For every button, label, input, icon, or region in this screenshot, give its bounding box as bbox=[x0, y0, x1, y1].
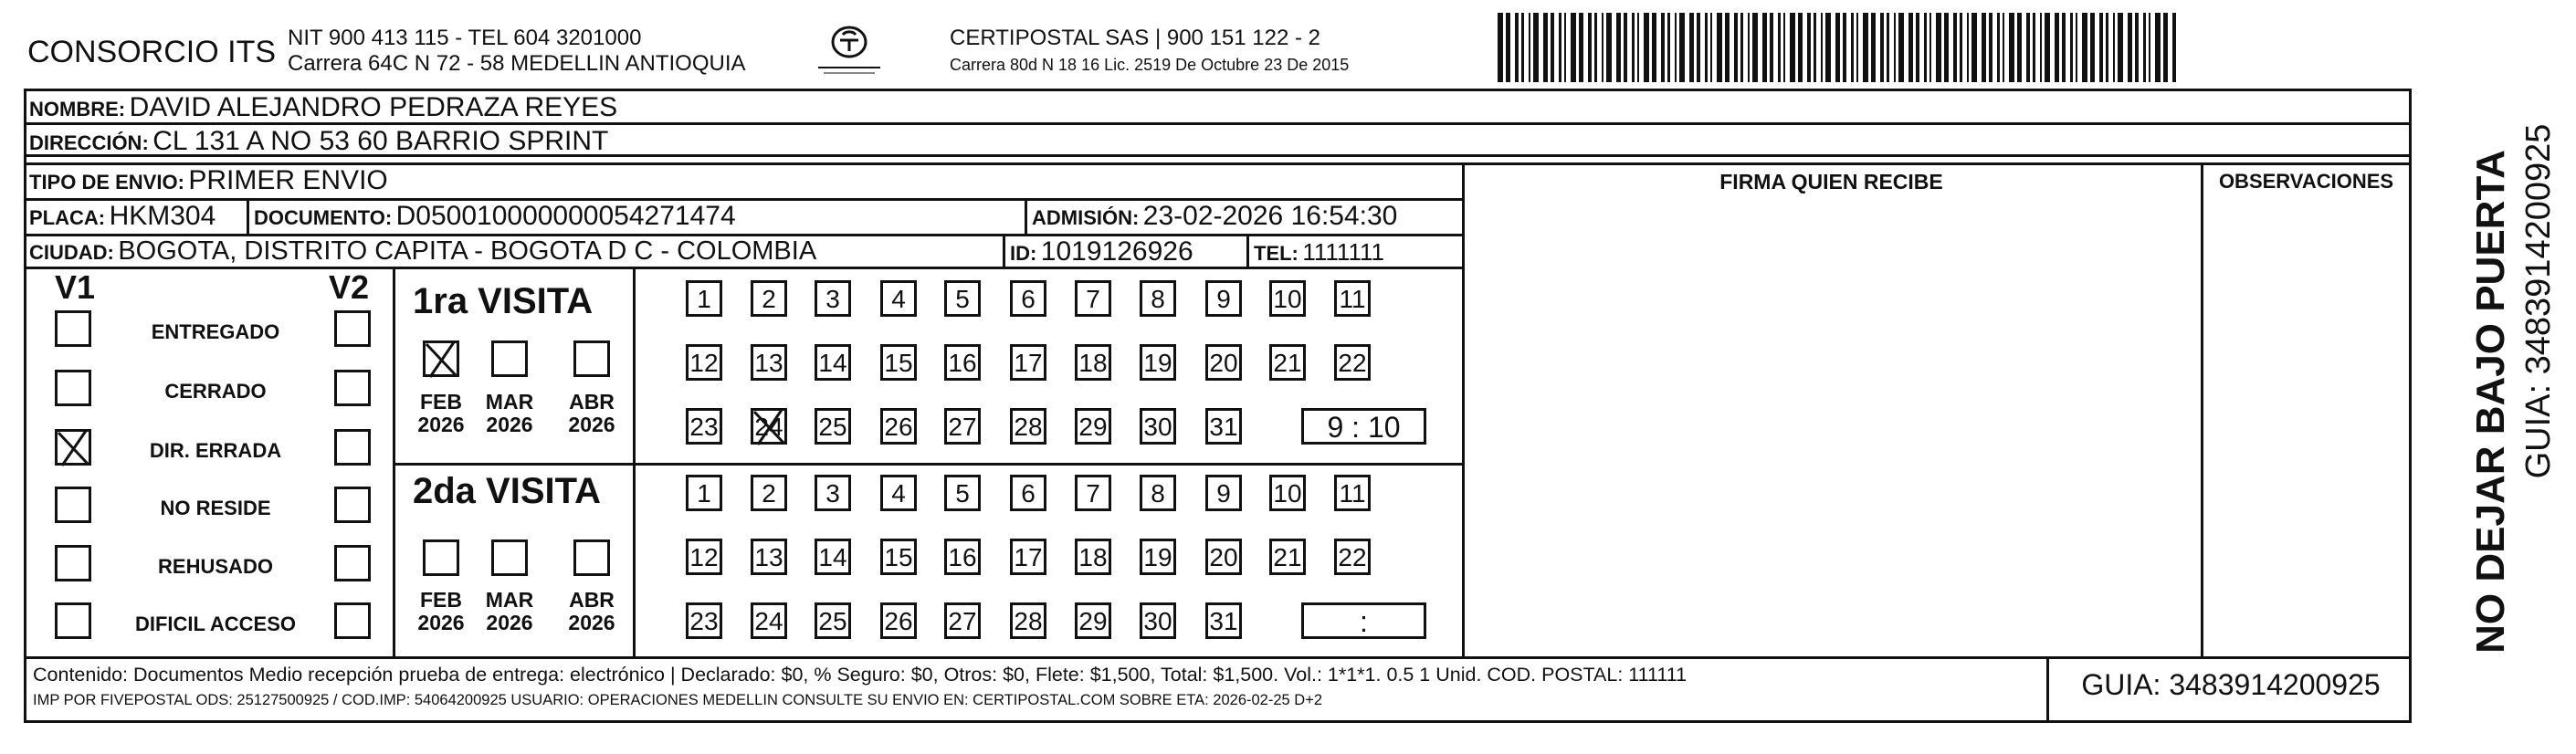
checkbox-v1-2[interactable] bbox=[55, 429, 91, 466]
checkbox-v1-3[interactable] bbox=[55, 487, 91, 523]
tel-value: 1111111 bbox=[1302, 238, 1384, 266]
day-box-0-15[interactable]: 15 bbox=[880, 344, 917, 381]
status-label-2: DIR. ERRADA bbox=[149, 439, 282, 462]
day-box-1-19[interactable]: 19 bbox=[1140, 539, 1176, 575]
v2-header: V2 bbox=[329, 268, 370, 306]
month-box-0-2[interactable] bbox=[573, 340, 610, 377]
day-box-1-25[interactable]: 25 bbox=[815, 602, 851, 639]
day-box-0-6[interactable]: 6 bbox=[1010, 280, 1046, 317]
day-box-1-31[interactable]: 31 bbox=[1205, 602, 1242, 639]
day-box-0-11[interactable]: 11 bbox=[1334, 280, 1371, 317]
day-box-0-5[interactable]: 5 bbox=[944, 280, 981, 317]
sender-address: Carrera 64C N 72 - 58 MEDELLIN ANTIOQUIA bbox=[288, 51, 746, 76]
day-box-1-1[interactable]: 1 bbox=[686, 475, 722, 511]
day-box-0-13[interactable]: 13 bbox=[751, 344, 787, 381]
day-box-0-23[interactable]: 23 bbox=[686, 408, 722, 445]
checkbox-v2-2[interactable] bbox=[334, 429, 371, 466]
footer-guia: GUIA: 3483914200925 bbox=[2081, 668, 2381, 701]
day-box-0-9[interactable]: 9 bbox=[1205, 280, 1242, 317]
documento-label: DOCUMENTO: bbox=[254, 206, 393, 229]
day-box-0-17[interactable]: 17 bbox=[1010, 344, 1046, 381]
month-label-1-0: FEB 2026 bbox=[417, 588, 465, 635]
ciudad-label: CIUDAD: bbox=[29, 241, 114, 264]
tipo-envio-label: TIPO DE ENVIO: bbox=[29, 171, 184, 194]
day-box-1-13[interactable]: 13 bbox=[751, 539, 787, 575]
side-warning: NO DEJAR BAJO PUERTA bbox=[2468, 150, 2513, 654]
day-box-0-16[interactable]: 16 bbox=[944, 344, 981, 381]
visit-title-1: 2da VISITA bbox=[413, 471, 601, 511]
day-box-1-5[interactable]: 5 bbox=[944, 475, 981, 511]
id-value: 1019126926 bbox=[1040, 236, 1193, 267]
tipo-envio-value: PRIMER ENVIO bbox=[188, 165, 388, 195]
day-box-1-4[interactable]: 4 bbox=[880, 475, 917, 511]
day-box-1-23[interactable]: 23 bbox=[686, 602, 722, 639]
day-box-0-24[interactable]: 24 bbox=[751, 408, 787, 445]
checkbox-v2-1[interactable] bbox=[334, 370, 371, 406]
carrier-address: Carrera 80d N 18 16 Lic. 2519 De Octubre 23 De 2015 bbox=[950, 56, 1350, 74]
month-label-1-1: MAR 2026 bbox=[485, 588, 534, 635]
day-box-0-8[interactable]: 8 bbox=[1140, 280, 1176, 317]
day-box-1-10[interactable]: 10 bbox=[1269, 475, 1306, 511]
checkbox-v1-0[interactable] bbox=[55, 310, 91, 347]
day-box-1-12[interactable]: 12 bbox=[686, 539, 722, 575]
month-box-1-1[interactable] bbox=[491, 539, 528, 576]
day-box-1-6[interactable]: 6 bbox=[1010, 475, 1046, 511]
day-box-0-30[interactable]: 30 bbox=[1140, 408, 1176, 445]
sender-company: CONSORCIO ITS bbox=[27, 35, 277, 69]
tel-label: TEL: bbox=[1254, 242, 1299, 265]
day-box-1-24[interactable]: 24 bbox=[751, 602, 787, 639]
day-box-0-27[interactable]: 27 bbox=[944, 408, 981, 445]
day-box-1-7[interactable]: 7 bbox=[1075, 475, 1111, 511]
time-box-0[interactable]: 9 : 10 bbox=[1301, 408, 1426, 445]
day-box-1-27[interactable]: 27 bbox=[944, 602, 981, 639]
day-box-1-28[interactable]: 28 bbox=[1010, 602, 1046, 639]
status-label-4: REHUSADO bbox=[158, 555, 273, 578]
day-box-0-1[interactable]: 1 bbox=[686, 280, 722, 317]
month-box-0-1[interactable] bbox=[491, 340, 528, 377]
day-box-1-14[interactable]: 14 bbox=[815, 539, 851, 575]
admision-label: ADMISIÓN: bbox=[1032, 206, 1140, 229]
month-label-0-1: MAR 2026 bbox=[485, 390, 534, 437]
nombre-label: NOMBRE: bbox=[29, 98, 126, 120]
day-box-1-26[interactable]: 26 bbox=[880, 602, 917, 639]
day-box-1-22[interactable]: 22 bbox=[1334, 539, 1371, 575]
day-box-1-18[interactable]: 18 bbox=[1075, 539, 1111, 575]
month-label-0-2: ABR 2026 bbox=[568, 390, 615, 437]
day-box-0-14[interactable]: 14 bbox=[815, 344, 851, 381]
visit-title-0: 1ra VISITA bbox=[413, 281, 594, 321]
day-box-0-18[interactable]: 18 bbox=[1075, 344, 1111, 381]
day-box-0-12[interactable]: 12 bbox=[686, 344, 722, 381]
checkbox-v2-0[interactable] bbox=[334, 310, 371, 347]
day-box-0-19[interactable]: 19 bbox=[1140, 344, 1176, 381]
checkbox-v1-4[interactable] bbox=[55, 545, 91, 581]
day-box-0-28[interactable]: 28 bbox=[1010, 408, 1046, 445]
day-box-1-30[interactable]: 30 bbox=[1140, 602, 1176, 639]
footer-imp: IMP POR FIVEPOSTAL ODS: 25127500925 / COD.IMP: 54064200925 USUARIO: OPERACIONES MEDELLIN CONSULTE SU ENVIO EN: CERTIPOSTAL.COM SOBRE ETA: 2026-02-25 D+2 bbox=[33, 692, 1323, 708]
day-box-1-17[interactable]: 17 bbox=[1010, 539, 1046, 575]
checkbox-v2-5[interactable] bbox=[334, 602, 371, 639]
id-label: ID: bbox=[1010, 242, 1037, 265]
day-box-1-15[interactable]: 15 bbox=[880, 539, 917, 575]
day-box-1-21[interactable]: 21 bbox=[1269, 539, 1306, 575]
day-box-1-11[interactable]: 11 bbox=[1334, 475, 1371, 511]
placa-label: PLACA: bbox=[29, 206, 106, 229]
status-label-0: ENTREGADO bbox=[151, 320, 280, 343]
direccion-value: CL 131 A NO 53 60 BARRIO SPRINT bbox=[152, 126, 609, 156]
direccion-label: DIRECCIÓN: bbox=[29, 131, 149, 154]
footer-contenido: Contenido: Documentos Medio recepción prueba de entrega: electrónico | Declarado: $0, % Seguro: $0, Otros: $0, Flete: $1,500, Total: $1,500. Vol.: 1*1*1. 0.5 1 Unid. COD. POSTAL: 111111 bbox=[33, 664, 1688, 686]
checkbox-v1-1[interactable] bbox=[55, 370, 91, 406]
carrier-name: CERTIPOSTAL SAS | 900 151 122 - 2 bbox=[950, 26, 1320, 50]
day-box-1-3[interactable]: 3 bbox=[815, 475, 851, 511]
day-box-0-31[interactable]: 31 bbox=[1205, 408, 1242, 445]
day-box-0-21[interactable]: 21 bbox=[1269, 344, 1306, 381]
ciudad-value: BOGOTA, DISTRITO CAPITA - BOGOTA D C - COLOMBIA bbox=[118, 236, 817, 266]
nombre-value: DAVID ALEJANDRO PEDRAZA REYES bbox=[129, 92, 618, 122]
firma-label: FIRMA QUIEN RECIBE bbox=[1719, 170, 1943, 194]
day-box-0-22[interactable]: 22 bbox=[1334, 344, 1371, 381]
status-label-5: DIFICIL ACCESO bbox=[134, 613, 296, 635]
day-box-0-25[interactable]: 25 bbox=[815, 408, 851, 445]
month-box-1-0[interactable] bbox=[423, 539, 459, 576]
status-label-1: CERRADO bbox=[164, 380, 267, 403]
day-box-1-16[interactable]: 16 bbox=[944, 539, 981, 575]
status-label-3: NO RESIDE bbox=[160, 497, 271, 519]
barcode bbox=[1498, 13, 2182, 82]
checkbox-v2-3[interactable] bbox=[334, 487, 371, 523]
day-box-1-2[interactable]: 2 bbox=[751, 475, 787, 511]
side-guia: GUIA: 3483914200925 bbox=[2519, 123, 2558, 479]
time-box-1[interactable]: : bbox=[1301, 602, 1426, 639]
day-box-1-9[interactable]: 9 bbox=[1205, 475, 1242, 511]
day-box-1-8[interactable]: 8 bbox=[1140, 475, 1176, 511]
observaciones-label: OBSERVACIONES bbox=[2218, 170, 2394, 193]
day-box-0-3[interactable]: 3 bbox=[815, 280, 851, 317]
month-label-0-0: FEB 2026 bbox=[417, 390, 465, 437]
day-box-1-20[interactable]: 20 bbox=[1205, 539, 1242, 575]
sender-nit: NIT 900 413 115 - TEL 604 3201000 bbox=[288, 26, 642, 50]
day-box-0-10[interactable]: 10 bbox=[1269, 280, 1306, 317]
carrier-logo-text bbox=[812, 43, 887, 50]
month-box-0-0[interactable] bbox=[423, 340, 459, 377]
month-label-1-2: ABR 2026 bbox=[568, 588, 615, 635]
day-box-0-4[interactable]: 4 bbox=[880, 280, 917, 317]
day-box-0-7[interactable]: 7 bbox=[1075, 280, 1111, 317]
placa-value: HKM304 bbox=[109, 201, 216, 231]
day-box-0-2[interactable]: 2 bbox=[751, 280, 787, 317]
day-box-0-20[interactable]: 20 bbox=[1205, 344, 1242, 381]
v1-header: V1 bbox=[55, 268, 96, 306]
day-box-1-29[interactable]: 29 bbox=[1075, 602, 1111, 639]
month-box-1-2[interactable] bbox=[573, 539, 610, 576]
day-box-0-29[interactable]: 29 bbox=[1075, 408, 1111, 445]
checkbox-v1-5[interactable] bbox=[55, 602, 91, 639]
day-box-0-26[interactable]: 26 bbox=[880, 408, 917, 445]
checkbox-v2-4[interactable] bbox=[334, 545, 371, 581]
admision-value: 23-02-2026 16:54:30 bbox=[1142, 201, 1398, 231]
documento-value: D050010000000054271474 bbox=[395, 201, 736, 231]
